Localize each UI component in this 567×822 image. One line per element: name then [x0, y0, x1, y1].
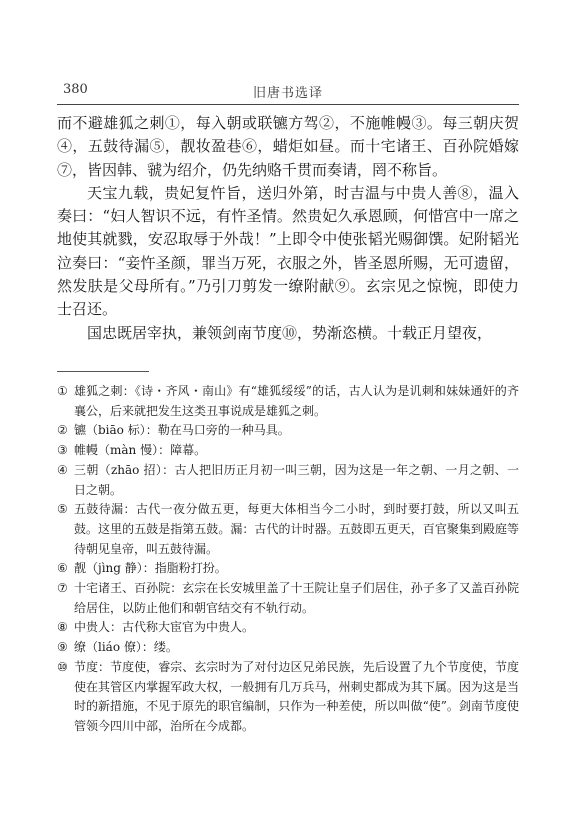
footnote-text: 中贵人：古代称大宦官为中贵人。 — [74, 620, 255, 635]
footnote-number: ⑥ — [57, 561, 68, 576]
footnote-number: ① — [57, 384, 68, 398]
footnote-number: ② — [57, 423, 68, 438]
footnote — [57, 618, 519, 638]
footnote — [57, 441, 519, 461]
footnote-number: ③ — [57, 443, 68, 458]
footnote-text: 节度：节度使，睿宗、玄宗时为了对付边区兄弟民族，先后设置了九个节度使，节度使在其管区内掌握军政大权，一般拥有几万兵马，州刺史都成为其下属。因为这是当时的新措施，不见于原先的职官编制，只作为一种差使，所以叫做“使”。剑南节度使管领今四川中部，治所在今成都。 — [74, 659, 519, 733]
footnote-text: 三朝（zhāo 招）：古人把旧历正月初一叫三朝，因为这是一年之朝、一月之朝、一日之朝。 — [74, 462, 519, 497]
body-paragraph: 而不避雄狐之刺①，每入朝或联镳方驾②，不施帷幔③。每三朝庆贺④，五鼓待漏⑤，靓妆盈巷⑥，蜡炬如昼。而十宅诸王、百孙院婚嫁⑦，皆因韩、虢为绍介，仍先纳赂千贯而奏请，罔不称旨。 — [57, 114, 519, 179]
footnote-text: 靓（jìng 静）：指脂粉打扮。 — [74, 561, 227, 576]
footnote-number: ⑦ — [57, 581, 68, 596]
footnote-text: 缭（liáo 僚）：缕。 — [74, 640, 178, 655]
footnote-text: 雄狐之刺：《诗・齐风・南山》有“雄狐绥绥”的话，古人认为是讥刺和妹妹通奸的齐襄公，后来就把发生这类丑事说成是雄狐之刺。 — [74, 384, 519, 418]
page-number: 380 — [63, 82, 88, 97]
footnote — [57, 638, 519, 658]
main-text — [57, 112, 519, 345]
footnote-number: ⑨ — [57, 640, 68, 655]
header-rule — [57, 104, 519, 105]
footnote-text: 镳（biāo 标）：勒在马口旁的一种马具。 — [74, 423, 290, 438]
footnote — [57, 658, 519, 737]
footnote — [57, 559, 519, 579]
footnote-text: 帷幔（màn 慢）：障幕。 — [74, 443, 207, 458]
footnote-number: ⑤ — [57, 502, 68, 517]
footnote-number: ④ — [57, 462, 68, 477]
body-paragraph: 国忠既居宰执，兼领剑南节度⑩，势渐恣横。十载正月望夜， — [87, 323, 493, 342]
footnote-number: ⑩ — [57, 659, 68, 674]
page-header — [57, 82, 519, 104]
footnote-text: 十宅诸王、百孙院：玄宗在长安城里盖了十王院让皇子们居住，孙子多了又盖百孙院给居住，以防止他们和朝官结交有不轨行动。 — [74, 581, 519, 615]
footnote-text: 五鼓待漏：古代一夜分做五更，每更大体相当今二小时，到时要打鼓，所以又叫五鼓。这里的五鼓是指第五鼓。漏：古代的计时器。五鼓即五更天，百官聚集到殿庭等待朝见皇帝，叫五鼓待漏。 — [74, 502, 519, 556]
footnote — [57, 382, 519, 421]
footnote — [57, 579, 519, 618]
footnote — [57, 500, 519, 559]
footnote — [57, 421, 519, 441]
body-paragraph: 天宝九载，贵妃复忤旨，送归外第，时吉温与中贵人善⑧，温入奏曰：“妇人智识不远，有忤圣情。然贵妃久承恩顾，何惜宫中一席之地使其就戮，安忍取辱于外哉！”上即令中使张韬光赐御馔。妃附韬光泣奏曰：“妾忤圣颜，罪当万死，衣服之外，皆圣恩所赐，无可遗留，然发肤是父母所有。”乃引刀剪发一缭附献⑨。玄宗见之惊惋，即使力士召还。 — [57, 183, 519, 319]
footnote — [57, 461, 519, 500]
footnote-rule — [57, 371, 149, 372]
footnotes — [57, 382, 519, 737]
footnote-number: ⑧ — [57, 620, 68, 635]
running-title: 旧唐书选译 — [252, 86, 323, 101]
